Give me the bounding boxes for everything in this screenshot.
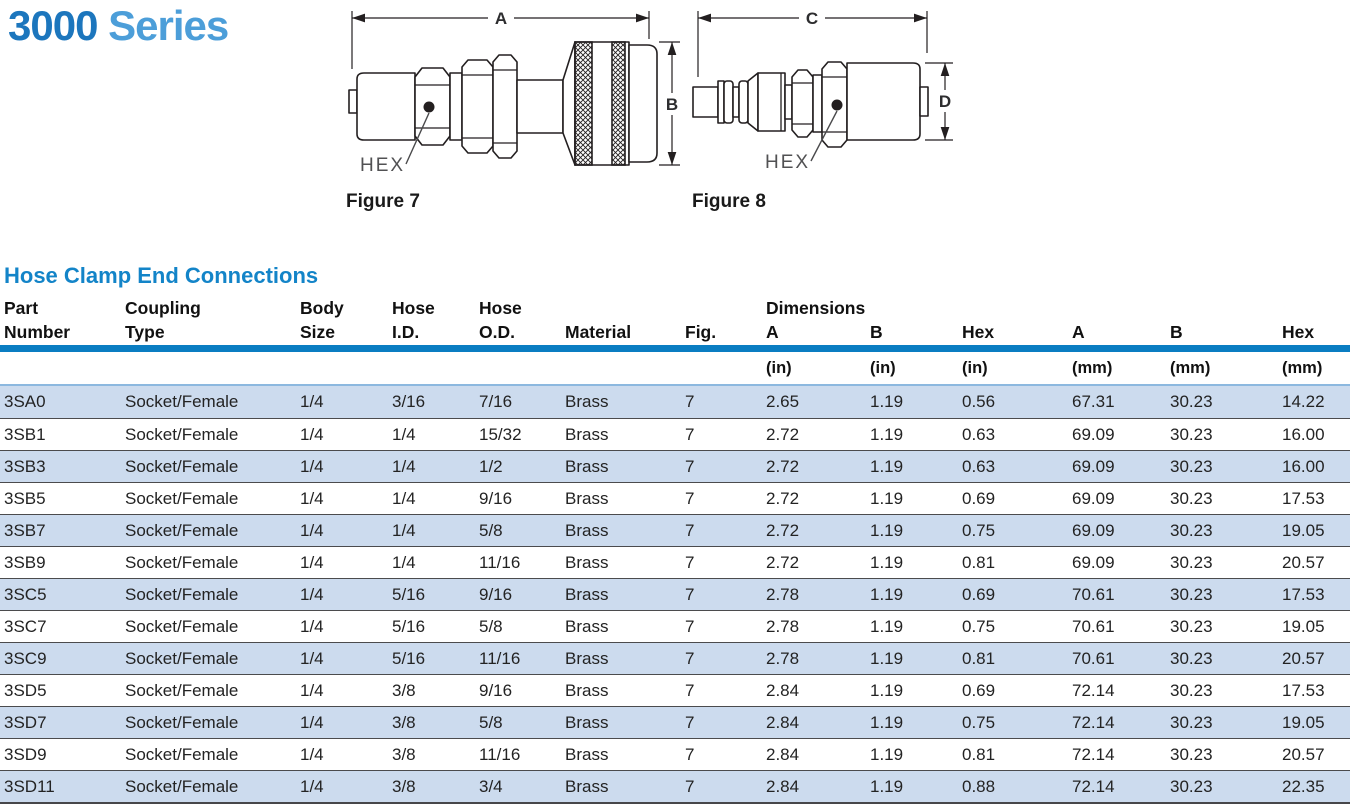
hex-label: HEX (765, 152, 811, 173)
table-row (0, 642, 1350, 674)
cell-a-in: 2.78 (766, 649, 800, 668)
cell-fig: 7 (685, 713, 695, 732)
cell-part-number: 3SB9 (4, 553, 46, 572)
cell-a-mm: 72.14 (1072, 745, 1115, 764)
cell-hex-in: 0.75 (962, 521, 996, 540)
cell-hex-in: 0.81 (962, 649, 996, 668)
cell-material: Brass (565, 521, 609, 540)
cell-body-size: 1/4 (300, 745, 324, 764)
cell-part-number: 3SC5 (4, 585, 47, 604)
plug-ridge-2 (739, 81, 748, 123)
cell-coupling-type: Socket/Female (125, 425, 239, 444)
cell-hose-od: 5/8 (479, 713, 503, 732)
dimension-a-label: A (494, 9, 508, 28)
series-word-text: Series (108, 2, 229, 49)
unit-hex-in: (in) (962, 359, 988, 377)
ferrule-right-cap (920, 87, 928, 116)
figure-8-caption: Figure 8 (692, 191, 766, 212)
cell-hex-mm: 16.00 (1282, 425, 1325, 444)
cell-hex-in: 0.81 (962, 745, 996, 764)
hose-clamp-table (0, 296, 1350, 804)
cell-coupling-type: Socket/Female (125, 745, 239, 764)
col-header-hex-in: Hex (962, 322, 995, 342)
cell-hex-mm: 19.05 (1282, 521, 1325, 540)
plug-taper (748, 73, 758, 131)
table-row (0, 514, 1350, 546)
cell-a-in: 2.72 (766, 521, 800, 540)
table-row (0, 482, 1350, 514)
cell-coupling-type: Socket/Female (125, 553, 239, 572)
cell-hex-mm: 17.53 (1282, 585, 1325, 604)
cell-b-mm: 30.23 (1170, 681, 1213, 700)
cell-hose-od: 7/16 (479, 392, 513, 411)
cell-b-in: 1.19 (870, 553, 904, 572)
cell-a-in: 2.72 (766, 489, 800, 508)
cell-fig: 7 (685, 521, 695, 540)
cell-hose-id: 1/4 (392, 553, 416, 572)
page-title (8, 2, 228, 50)
cell-hose-id: 1/4 (392, 425, 416, 444)
plug-coupling-outline (693, 62, 928, 147)
col-header-size: Size (300, 322, 336, 342)
cell-b-mm: 30.23 (1170, 649, 1213, 668)
cell-a-in: 2.78 (766, 617, 800, 636)
cell-b-mm: 30.23 (1170, 521, 1213, 540)
col-header-material: Material (565, 322, 632, 342)
table-header-line-1 (0, 296, 1350, 320)
cell-part-number: 3SB5 (4, 489, 46, 508)
cell-a-in: 2.72 (766, 457, 800, 476)
cell-hex-mm: 20.57 (1282, 649, 1325, 668)
cell-a-mm: 69.09 (1072, 553, 1115, 572)
cell-b-in: 1.19 (870, 649, 904, 668)
body-neck (517, 80, 563, 133)
cell-material: Brass (565, 457, 609, 476)
cell-fig: 7 (685, 777, 695, 796)
cell-coupling-type: Socket/Female (125, 521, 239, 540)
col-header-number: Number (4, 322, 71, 342)
cell-b-in: 1.19 (870, 777, 904, 796)
unit-hex-mm: (mm) (1282, 359, 1323, 377)
cell-b-mm: 30.23 (1170, 489, 1213, 508)
table-header-line-2 (0, 320, 1350, 345)
cell-hex-mm: 16.00 (1282, 457, 1325, 476)
cell-b-in: 1.19 (870, 425, 904, 444)
dimension-d-label: D (938, 92, 952, 111)
cell-part-number: 3SB3 (4, 457, 46, 476)
cell-b-mm: 30.23 (1170, 713, 1213, 732)
series-word (97, 2, 228, 49)
col-header-hose-2: Hose (479, 298, 522, 318)
plug-groove (733, 87, 739, 117)
col-header-id: I.D. (392, 322, 420, 342)
col-header-coupling: Coupling (125, 298, 201, 318)
table-row (0, 738, 1350, 770)
cell-fig: 7 (685, 489, 695, 508)
cell-body-size: 1/4 (300, 489, 324, 508)
cell-material: Brass (565, 425, 609, 444)
cell-hex-in: 0.63 (962, 425, 996, 444)
cell-hose-od: 1/2 (479, 457, 503, 476)
cell-hose-id: 1/4 (392, 457, 416, 476)
table-row (0, 674, 1350, 706)
cell-hose-id: 1/4 (392, 489, 416, 508)
knurl-band-2 (612, 42, 625, 165)
cell-hex-mm: 20.57 (1282, 553, 1325, 572)
cell-b-in: 1.19 (870, 713, 904, 732)
cell-hose-od: 15/32 (479, 425, 522, 444)
table-row (0, 706, 1350, 738)
table-row (0, 546, 1350, 578)
cell-body-size: 1/4 (300, 617, 324, 636)
cell-hose-id: 5/16 (392, 649, 426, 668)
cell-body-size: 1/4 (300, 585, 324, 604)
cell-b-in: 1.19 (870, 617, 904, 636)
cell-b-in: 1.19 (870, 521, 904, 540)
socket-end-cap (629, 45, 657, 162)
cell-hex-mm: 20.57 (1282, 745, 1325, 764)
cell-a-in: 2.84 (766, 713, 800, 732)
cell-b-mm: 30.23 (1170, 457, 1213, 476)
table-row (0, 610, 1350, 642)
table-rows (0, 384, 1350, 804)
cell-b-in: 1.19 (870, 457, 904, 476)
cell-fig: 7 (685, 457, 695, 476)
cell-a-mm: 72.14 (1072, 713, 1115, 732)
cell-coupling-type: Socket/Female (125, 649, 239, 668)
cell-hex-mm: 19.05 (1282, 617, 1325, 636)
cell-a-mm: 67.31 (1072, 392, 1115, 411)
col-header-od: O.D. (479, 322, 515, 342)
cell-part-number: 3SD7 (4, 713, 47, 732)
cell-body-size: 1/4 (300, 521, 324, 540)
hex-nut-2 (462, 60, 493, 153)
hex-dot (424, 102, 435, 113)
socket-taper (563, 42, 575, 165)
col-header-part: Part (4, 298, 39, 318)
cell-hex-in: 0.69 (962, 489, 996, 508)
cell-hose-id: 1/4 (392, 521, 416, 540)
cell-b-mm: 30.23 (1170, 553, 1213, 572)
cell-hex-mm: 22.35 (1282, 777, 1325, 796)
plug-ridge-1 (724, 81, 733, 123)
header-rule (0, 345, 1350, 352)
cell-b-in: 1.19 (870, 489, 904, 508)
cell-b-in: 1.19 (870, 681, 904, 700)
cell-b-mm: 30.23 (1170, 745, 1213, 764)
cell-body-size: 1/4 (300, 457, 324, 476)
dimension-c-label: C (805, 9, 819, 28)
col-header-body: Body (300, 298, 344, 318)
cell-hose-od: 11/16 (479, 649, 521, 668)
cell-hex-in: 0.56 (962, 392, 996, 411)
col-header-fig: Fig. (685, 322, 717, 342)
cell-hose-id: 3/16 (392, 392, 426, 411)
section-title: Hose Clamp End Connections (4, 263, 319, 288)
hex-dot (832, 100, 843, 111)
cell-a-mm: 72.14 (1072, 681, 1115, 700)
hex-label: HEX (360, 155, 406, 176)
cell-material: Brass (565, 489, 609, 508)
cell-hose-id: 3/8 (392, 745, 416, 764)
cell-body-size: 1/4 (300, 392, 324, 411)
dimension-b (659, 42, 680, 165)
cell-material: Brass (565, 713, 609, 732)
col-header-a-mm: A (1072, 322, 1085, 342)
cell-material: Brass (565, 681, 609, 700)
socket-coupling-outline (349, 42, 657, 165)
cell-b-in: 1.19 (870, 585, 904, 604)
table-row (0, 418, 1350, 450)
hose-ferrule (847, 63, 920, 140)
figure-7-caption: Figure 7 (346, 191, 420, 212)
cell-a-mm: 70.61 (1072, 617, 1115, 636)
ferrule-left-cap (349, 90, 357, 113)
cell-part-number: 3SD5 (4, 681, 47, 700)
cell-a-mm: 70.61 (1072, 585, 1115, 604)
plug-collar (718, 81, 724, 123)
cell-coupling-type: Socket/Female (125, 681, 239, 700)
cell-part-number: 3SC9 (4, 649, 47, 668)
table-row (0, 450, 1350, 482)
cell-b-in: 1.19 (870, 392, 904, 411)
col-header-dimensions: Dimensions (766, 298, 866, 318)
cell-a-mm: 70.61 (1072, 649, 1115, 668)
cell-a-mm: 69.09 (1072, 425, 1115, 444)
unit-a-mm: (mm) (1072, 359, 1113, 377)
knurl-band-1 (575, 42, 592, 165)
cell-fig: 7 (685, 425, 695, 444)
cell-body-size: 1/4 (300, 649, 324, 668)
cell-hose-od: 5/8 (479, 521, 503, 540)
cell-a-in: 2.78 (766, 585, 800, 604)
cell-coupling-type: Socket/Female (125, 777, 239, 796)
plug-tip (693, 87, 718, 117)
cell-a-mm: 69.09 (1072, 521, 1115, 540)
figure-7-drawing (338, 5, 688, 190)
unit-a-in: (in) (766, 359, 792, 377)
cell-part-number: 3SA0 (4, 392, 46, 411)
cell-a-in: 2.84 (766, 681, 800, 700)
cell-hose-od: 9/16 (479, 681, 513, 700)
cell-b-in: 1.19 (870, 745, 904, 764)
cell-a-in: 2.72 (766, 425, 800, 444)
cell-hex-in: 0.75 (962, 617, 996, 636)
cell-a-in: 2.84 (766, 777, 800, 796)
cell-b-mm: 30.23 (1170, 585, 1213, 604)
cell-a-mm: 69.09 (1072, 489, 1115, 508)
cell-hose-od: 3/4 (479, 777, 503, 796)
hose-ferrule (357, 73, 415, 140)
plug-neck (785, 85, 792, 119)
dimension-d (925, 63, 953, 140)
cell-hex-in: 0.75 (962, 713, 996, 732)
cell-b-mm: 30.23 (1170, 617, 1213, 636)
cell-hose-od: 11/16 (479, 745, 521, 764)
cell-material: Brass (565, 745, 609, 764)
cell-hex-mm: 19.05 (1282, 713, 1325, 732)
cell-fig: 7 (685, 617, 695, 636)
cell-a-in: 2.65 (766, 392, 800, 411)
cell-hex-mm: 17.53 (1282, 489, 1325, 508)
cell-hose-od: 5/8 (479, 617, 503, 636)
cell-fig: 7 (685, 649, 695, 668)
col-header-type: Type (125, 322, 165, 342)
cell-material: Brass (565, 617, 609, 636)
cell-material: Brass (565, 585, 609, 604)
cell-b-mm: 30.23 (1170, 777, 1213, 796)
hex-nut-small (792, 70, 813, 137)
washer (813, 75, 822, 132)
cell-a-in: 2.72 (766, 553, 800, 572)
cell-coupling-type: Socket/Female (125, 489, 239, 508)
cell-a-mm: 69.09 (1072, 457, 1115, 476)
cell-hose-od: 9/16 (479, 585, 513, 604)
col-header-b-in: B (870, 322, 883, 342)
table-row (0, 578, 1350, 610)
cell-material: Brass (565, 777, 609, 796)
col-header-hex-mm: Hex (1282, 322, 1315, 342)
cell-hex-mm: 17.53 (1282, 681, 1325, 700)
cell-material: Brass (565, 649, 609, 668)
cell-a-mm: 72.14 (1072, 777, 1115, 796)
cell-part-number: 3SC7 (4, 617, 47, 636)
cell-coupling-type: Socket/Female (125, 585, 239, 604)
cell-body-size: 1/4 (300, 777, 324, 796)
table-row (0, 386, 1350, 418)
cell-body-size: 1/4 (300, 713, 324, 732)
figure-8-drawing (685, 5, 975, 190)
cell-part-number: 3SB7 (4, 521, 46, 540)
cell-hose-od: 9/16 (479, 489, 513, 508)
units-row (0, 352, 1350, 384)
cell-material: Brass (565, 553, 609, 572)
cell-hose-od: 11/16 (479, 553, 521, 572)
cell-hose-id: 5/16 (392, 617, 426, 636)
cell-a-in: 2.84 (766, 745, 800, 764)
cell-fig: 7 (685, 553, 695, 572)
cell-fig: 7 (685, 745, 695, 764)
cell-hex-in: 0.69 (962, 681, 996, 700)
col-header-b-mm: B (1170, 322, 1183, 342)
cell-coupling-type: Socket/Female (125, 457, 239, 476)
cell-body-size: 1/4 (300, 425, 324, 444)
cell-hex-in: 0.69 (962, 585, 996, 604)
cell-b-mm: 30.23 (1170, 425, 1213, 444)
cell-part-number: 3SD11 (4, 777, 55, 796)
cell-material: Brass (565, 392, 609, 411)
cell-part-number: 3SB1 (4, 425, 46, 444)
cell-hose-id: 5/16 (392, 585, 426, 604)
cell-b-mm: 30.23 (1170, 392, 1213, 411)
washer (450, 73, 462, 140)
unit-b-mm: (mm) (1170, 359, 1211, 377)
col-header-hose-1: Hose (392, 298, 435, 318)
cell-hose-id: 3/8 (392, 681, 416, 700)
cell-body-size: 1/4 (300, 553, 324, 572)
cell-hose-id: 3/8 (392, 713, 416, 732)
cell-coupling-type: Socket/Female (125, 392, 239, 411)
cell-fig: 7 (685, 681, 695, 700)
cell-fig: 7 (685, 585, 695, 604)
cell-hex-in: 0.81 (962, 553, 996, 572)
cell-fig: 7 (685, 392, 695, 411)
unit-b-in: (in) (870, 359, 896, 377)
cell-hex-in: 0.88 (962, 777, 996, 796)
cell-part-number: 3SD9 (4, 745, 47, 764)
cell-hose-id: 3/8 (392, 777, 416, 796)
dimension-b-label: B (665, 95, 679, 114)
cell-body-size: 1/4 (300, 681, 324, 700)
col-header-a-in: A (766, 322, 779, 342)
cell-hex-in: 0.63 (962, 457, 996, 476)
table-row (0, 770, 1350, 802)
series-number: 3000 (8, 2, 98, 49)
cell-coupling-type: Socket/Female (125, 617, 239, 636)
cell-coupling-type: Socket/Female (125, 713, 239, 732)
cell-hex-mm: 14.22 (1282, 392, 1325, 411)
